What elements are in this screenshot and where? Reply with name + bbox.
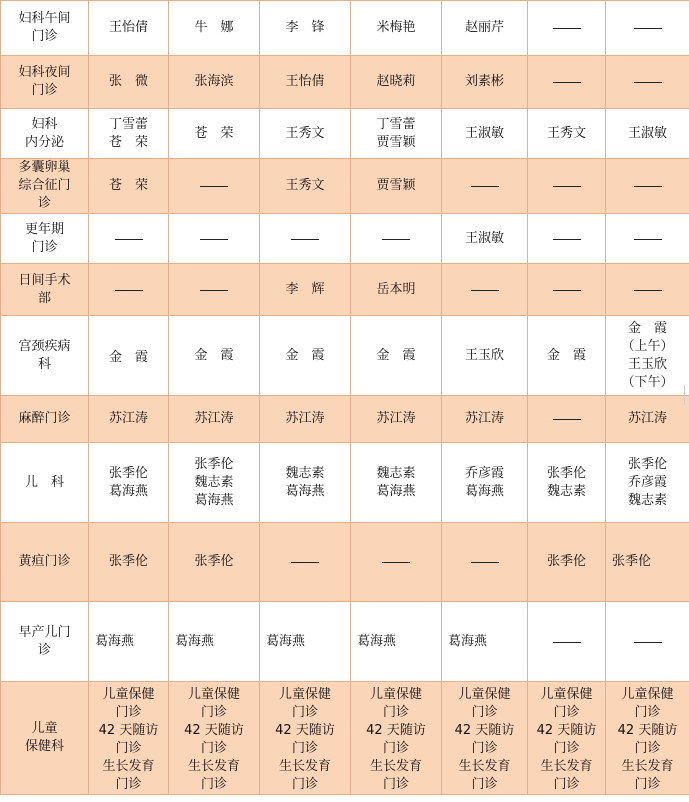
empty-slot-dash xyxy=(528,230,605,248)
doctor-cell xyxy=(351,214,442,264)
doctor-names: 苏江涛 xyxy=(285,411,325,426)
dash-line xyxy=(553,82,581,83)
schedule-row xyxy=(1,443,689,523)
department-name: 妇科午间 门诊 xyxy=(18,11,71,44)
dash-line xyxy=(115,239,143,240)
dash-line xyxy=(471,562,499,563)
doctor-cell xyxy=(351,109,442,159)
doctor-cell xyxy=(528,443,606,523)
doctor-cell xyxy=(606,264,689,316)
empty-slot-dash xyxy=(528,177,605,195)
doctor-cell xyxy=(442,159,528,214)
empty-slot-dash xyxy=(606,177,689,195)
doctor-names: 刘素彬 xyxy=(464,74,504,89)
schedule-row xyxy=(1,56,689,109)
doctor-names: 葛海燕 xyxy=(175,633,215,649)
doctor-names: 苏江涛 xyxy=(464,411,504,426)
doctor-names: 金 霞 xyxy=(285,347,325,363)
dash-line xyxy=(291,562,319,563)
doctor-cell xyxy=(442,443,528,523)
doctor-cell xyxy=(89,264,169,316)
doctor-names: 葛海燕 xyxy=(266,633,306,649)
empty-slot-dash xyxy=(89,281,168,299)
doctor-names: 儿童保健 门诊 42 天随访 门诊 生长发育 门诊 xyxy=(98,687,159,792)
dash-line xyxy=(200,239,228,240)
doctor-cell xyxy=(169,602,260,682)
doctor-names: 葛海燕 xyxy=(357,633,397,649)
doctor-cell xyxy=(351,396,442,443)
doctor-cell xyxy=(260,214,351,264)
empty-slot-dash xyxy=(442,177,527,195)
doctor-cell xyxy=(169,1,260,56)
doctor-names: 金 霞 （上午） 王玉欣 （下午） xyxy=(621,320,674,390)
doctor-cell xyxy=(260,159,351,214)
doctor-cell xyxy=(89,316,169,396)
doctor-cell xyxy=(606,523,689,602)
doctor-cell xyxy=(169,396,260,443)
empty-slot-dash xyxy=(442,281,527,299)
doctor-cell xyxy=(442,523,528,602)
doctor-cell xyxy=(528,264,606,316)
doctor-names: 王玉欣 xyxy=(464,347,504,363)
doctor-cell xyxy=(606,602,689,682)
doctor-cell xyxy=(260,602,351,682)
schedule-row xyxy=(1,682,689,795)
doctor-names: 李 锋 xyxy=(285,20,325,35)
doctor-cell xyxy=(606,316,689,396)
doctor-names: 儿童保健 门诊 42 天随访 门诊 生长发育 门诊 xyxy=(454,687,515,792)
empty-slot-dash xyxy=(528,73,605,91)
schedule-body xyxy=(1,1,689,795)
doctor-names: 苏江涛 xyxy=(108,411,148,426)
doctor-cell xyxy=(89,109,169,159)
doctor-cell xyxy=(351,316,442,396)
empty-slot-dash xyxy=(528,633,605,651)
doctor-cell xyxy=(442,264,528,316)
schedule-row xyxy=(1,523,689,602)
doctor-cell xyxy=(89,396,169,443)
doctor-cell xyxy=(169,159,260,214)
doctor-cell xyxy=(89,523,169,602)
doctor-names: 米梅艳 xyxy=(376,20,416,35)
department-cell xyxy=(1,682,89,795)
doctor-cell xyxy=(442,56,528,109)
dash-line xyxy=(382,239,410,240)
doctor-cell xyxy=(89,682,169,795)
empty-slot-dash xyxy=(528,410,605,428)
empty-slot-dash xyxy=(351,553,441,571)
doctor-cell xyxy=(528,159,606,214)
doctor-cell xyxy=(351,56,442,109)
dash-line xyxy=(553,186,581,187)
empty-slot-dash xyxy=(606,73,689,91)
schedule-row xyxy=(1,602,689,682)
schedule-row xyxy=(1,109,689,159)
dash-line xyxy=(553,239,581,240)
doctor-names: 金 霞 xyxy=(376,347,416,363)
doctor-names: 苍 荣 xyxy=(194,125,234,141)
doctor-cell xyxy=(89,214,169,264)
department-cell xyxy=(1,396,89,443)
dash-line xyxy=(200,186,228,187)
empty-slot-dash xyxy=(169,177,259,195)
department-cell xyxy=(1,264,89,316)
doctor-names: 丁雪蕾 贾雪颖 xyxy=(376,116,416,150)
doctor-cell xyxy=(606,682,689,795)
empty-slot-dash xyxy=(169,281,259,299)
doctor-names: 金 霞 xyxy=(108,349,148,365)
dash-line xyxy=(553,290,581,291)
schedule-row xyxy=(1,159,689,214)
doctor-cell xyxy=(260,264,351,316)
department-name: 儿童 保健科 xyxy=(24,721,64,754)
doctor-cell xyxy=(169,682,260,795)
department-name: 日间手术 部 xyxy=(18,272,71,306)
empty-slot-dash xyxy=(442,553,527,571)
dash-line xyxy=(634,239,662,240)
doctor-cell xyxy=(528,56,606,109)
doctor-cell xyxy=(89,56,169,109)
doctor-cell xyxy=(260,443,351,523)
doctor-names: 王淑敏 xyxy=(464,125,504,141)
doctor-names: 王淑敏 xyxy=(464,230,504,246)
doctor-names: 李 辉 xyxy=(285,281,325,297)
doctor-cell xyxy=(169,109,260,159)
department-cell xyxy=(1,602,89,682)
department-cell xyxy=(1,1,89,56)
empty-slot-dash xyxy=(606,281,689,299)
doctor-names: 张海滨 xyxy=(194,74,234,89)
doctor-cell xyxy=(528,682,606,795)
doctor-names: 牛 娜 xyxy=(194,20,234,35)
doctor-names: 丁雪蕾 苍 荣 xyxy=(108,116,148,150)
doctor-names: 张季伦 xyxy=(546,554,586,569)
doctor-names: 张季伦 魏志素 xyxy=(546,465,586,499)
empty-slot-dash xyxy=(260,230,350,248)
doctor-cell xyxy=(89,602,169,682)
empty-slot-dash xyxy=(528,281,605,299)
department-name: 更年期 门诊 xyxy=(24,221,64,255)
empty-slot-dash xyxy=(89,230,168,248)
empty-slot-dash xyxy=(351,230,441,248)
doctor-cell xyxy=(260,109,351,159)
doctor-cell xyxy=(169,56,260,109)
department-name: 早产儿门 诊 xyxy=(18,624,71,658)
department-name: 儿 科 xyxy=(24,474,64,490)
dash-line xyxy=(553,28,581,29)
doctor-names: 儿童保健 门诊 42 天随访 门诊 生长发育 门诊 xyxy=(617,687,678,792)
dash-line xyxy=(553,642,581,643)
empty-slot-dash xyxy=(260,553,350,571)
department-cell xyxy=(1,56,89,109)
doctor-cell xyxy=(442,316,528,396)
dash-line xyxy=(471,186,499,187)
department-cell xyxy=(1,316,89,396)
doctor-names: 张季伦 魏志素 葛海燕 xyxy=(194,456,234,508)
empty-slot-dash xyxy=(606,230,689,248)
doctor-cell xyxy=(606,1,689,56)
empty-slot-dash xyxy=(606,633,689,651)
doctor-names: 苍 荣 xyxy=(108,178,148,193)
doctor-names: 金 霞 xyxy=(546,347,586,363)
doctor-cell xyxy=(351,602,442,682)
dash-line xyxy=(471,290,499,291)
dash-line xyxy=(553,419,581,420)
doctor-cell xyxy=(606,56,689,109)
department-name: 黄疸门诊 xyxy=(18,554,71,569)
doctor-cell xyxy=(169,443,260,523)
schedule-row xyxy=(1,396,689,443)
doctor-cell xyxy=(351,159,442,214)
doctor-cell xyxy=(89,443,169,523)
dash-line xyxy=(200,290,228,291)
doctor-cell xyxy=(606,443,689,523)
doctor-cell xyxy=(442,396,528,443)
doctor-cell xyxy=(260,56,351,109)
department-cell xyxy=(1,214,89,264)
doctor-names: 张 微 xyxy=(108,74,148,89)
doctor-names: 苏江涛 xyxy=(376,411,416,426)
doctor-names: 王淑敏 xyxy=(627,125,667,141)
doctor-names: 贾雪颖 xyxy=(376,178,416,193)
doctor-names: 张季伦 乔彦霞 魏志素 xyxy=(627,456,667,508)
doctor-names: 葛海燕 xyxy=(448,633,488,649)
department-name: 妇科夜间 门诊 xyxy=(18,65,71,98)
doctor-names: 魏志素 葛海燕 xyxy=(376,465,416,499)
doctor-cell xyxy=(351,443,442,523)
doctor-cell xyxy=(528,214,606,264)
empty-slot-dash xyxy=(606,19,689,37)
scroll-edge-mark xyxy=(684,385,688,405)
doctor-names: 张季伦 xyxy=(612,554,652,569)
doctor-names: 赵晓莉 xyxy=(376,74,416,89)
doctor-cell xyxy=(260,316,351,396)
doctor-cell xyxy=(89,159,169,214)
doctor-cell xyxy=(442,682,528,795)
schedule-row xyxy=(1,214,689,264)
doctor-names: 金 霞 xyxy=(194,347,234,363)
doctor-cell xyxy=(169,316,260,396)
dash-line xyxy=(634,28,662,29)
doctor-cell xyxy=(442,109,528,159)
doctor-names: 张季伦 葛海燕 xyxy=(108,465,148,499)
doctor-cell xyxy=(260,1,351,56)
doctor-names: 儿童保健 门诊 42 天随访 门诊 生长发育 门诊 xyxy=(184,687,244,792)
department-name: 麻醉门诊 xyxy=(18,411,71,426)
doctor-names: 王怡倩 xyxy=(108,20,148,35)
doctor-cell xyxy=(528,1,606,56)
doctor-names: 张季伦 xyxy=(194,554,234,569)
doctor-names: 王秀文 xyxy=(285,125,325,141)
doctor-cell xyxy=(442,1,528,56)
schedule-row xyxy=(1,1,689,56)
doctor-names: 乔彦霞 葛海燕 xyxy=(464,465,504,499)
doctor-cell xyxy=(351,1,442,56)
schedule-row xyxy=(1,316,689,396)
doctor-cell xyxy=(442,602,528,682)
doctor-names: 葛海燕 xyxy=(95,633,135,649)
doctor-cell xyxy=(442,214,528,264)
doctor-cell xyxy=(528,316,606,396)
doctor-cell xyxy=(606,159,689,214)
doctor-cell xyxy=(528,523,606,602)
doctor-cell xyxy=(351,264,442,316)
department-cell xyxy=(1,523,89,602)
dash-line xyxy=(634,290,662,291)
empty-slot-dash xyxy=(528,19,605,37)
doctor-names: 王怡倩 xyxy=(285,74,325,89)
doctor-names: 岳本明 xyxy=(376,281,416,297)
department-cell xyxy=(1,159,89,214)
doctor-cell xyxy=(89,1,169,56)
dash-line xyxy=(115,290,143,291)
dash-line xyxy=(634,82,662,83)
doctor-names: 魏志素 葛海燕 xyxy=(285,465,325,499)
dash-line xyxy=(634,642,662,643)
department-name: 妇科 内分泌 xyxy=(24,116,64,150)
doctor-cell xyxy=(606,109,689,159)
doctor-names: 儿童保健 门诊 42 天随访 门诊 生长发育 门诊 xyxy=(275,687,335,792)
doctor-cell xyxy=(169,523,260,602)
schedule-row xyxy=(1,264,689,316)
doctor-cell xyxy=(169,264,260,316)
doctor-cell xyxy=(351,682,442,795)
dash-line xyxy=(291,239,319,240)
dash-line xyxy=(634,186,662,187)
doctor-cell xyxy=(528,109,606,159)
doctor-names: 赵丽芹 xyxy=(464,20,504,35)
doctor-cell xyxy=(528,602,606,682)
dash-line xyxy=(382,562,410,563)
doctor-names: 苏江涛 xyxy=(194,411,234,426)
doctor-names: 儿童保健 门诊 42 天随访 门诊 生长发育 门诊 xyxy=(366,687,426,792)
doctor-cell xyxy=(606,396,689,443)
doctor-names: 儿童保健 门诊 42 天随访 门诊 生长发育 门诊 xyxy=(536,687,597,792)
department-name: 多囊卵巢 综合征门 诊 xyxy=(18,160,71,211)
doctor-cell xyxy=(528,396,606,443)
doctor-names: 王秀文 xyxy=(285,178,325,193)
doctor-cell xyxy=(169,214,260,264)
department-cell xyxy=(1,443,89,523)
doctor-names: 王秀文 xyxy=(546,125,586,141)
doctor-cell xyxy=(260,682,351,795)
doctor-cell xyxy=(351,523,442,602)
doctor-cell xyxy=(606,214,689,264)
empty-slot-dash xyxy=(169,230,259,248)
department-name: 宫颈疾病 科 xyxy=(18,338,71,372)
doctor-names: 苏江涛 xyxy=(627,411,667,426)
doctor-names: 张季伦 xyxy=(108,554,148,569)
doctor-cell xyxy=(260,523,351,602)
department-cell xyxy=(1,109,89,159)
doctor-cell xyxy=(260,396,351,443)
